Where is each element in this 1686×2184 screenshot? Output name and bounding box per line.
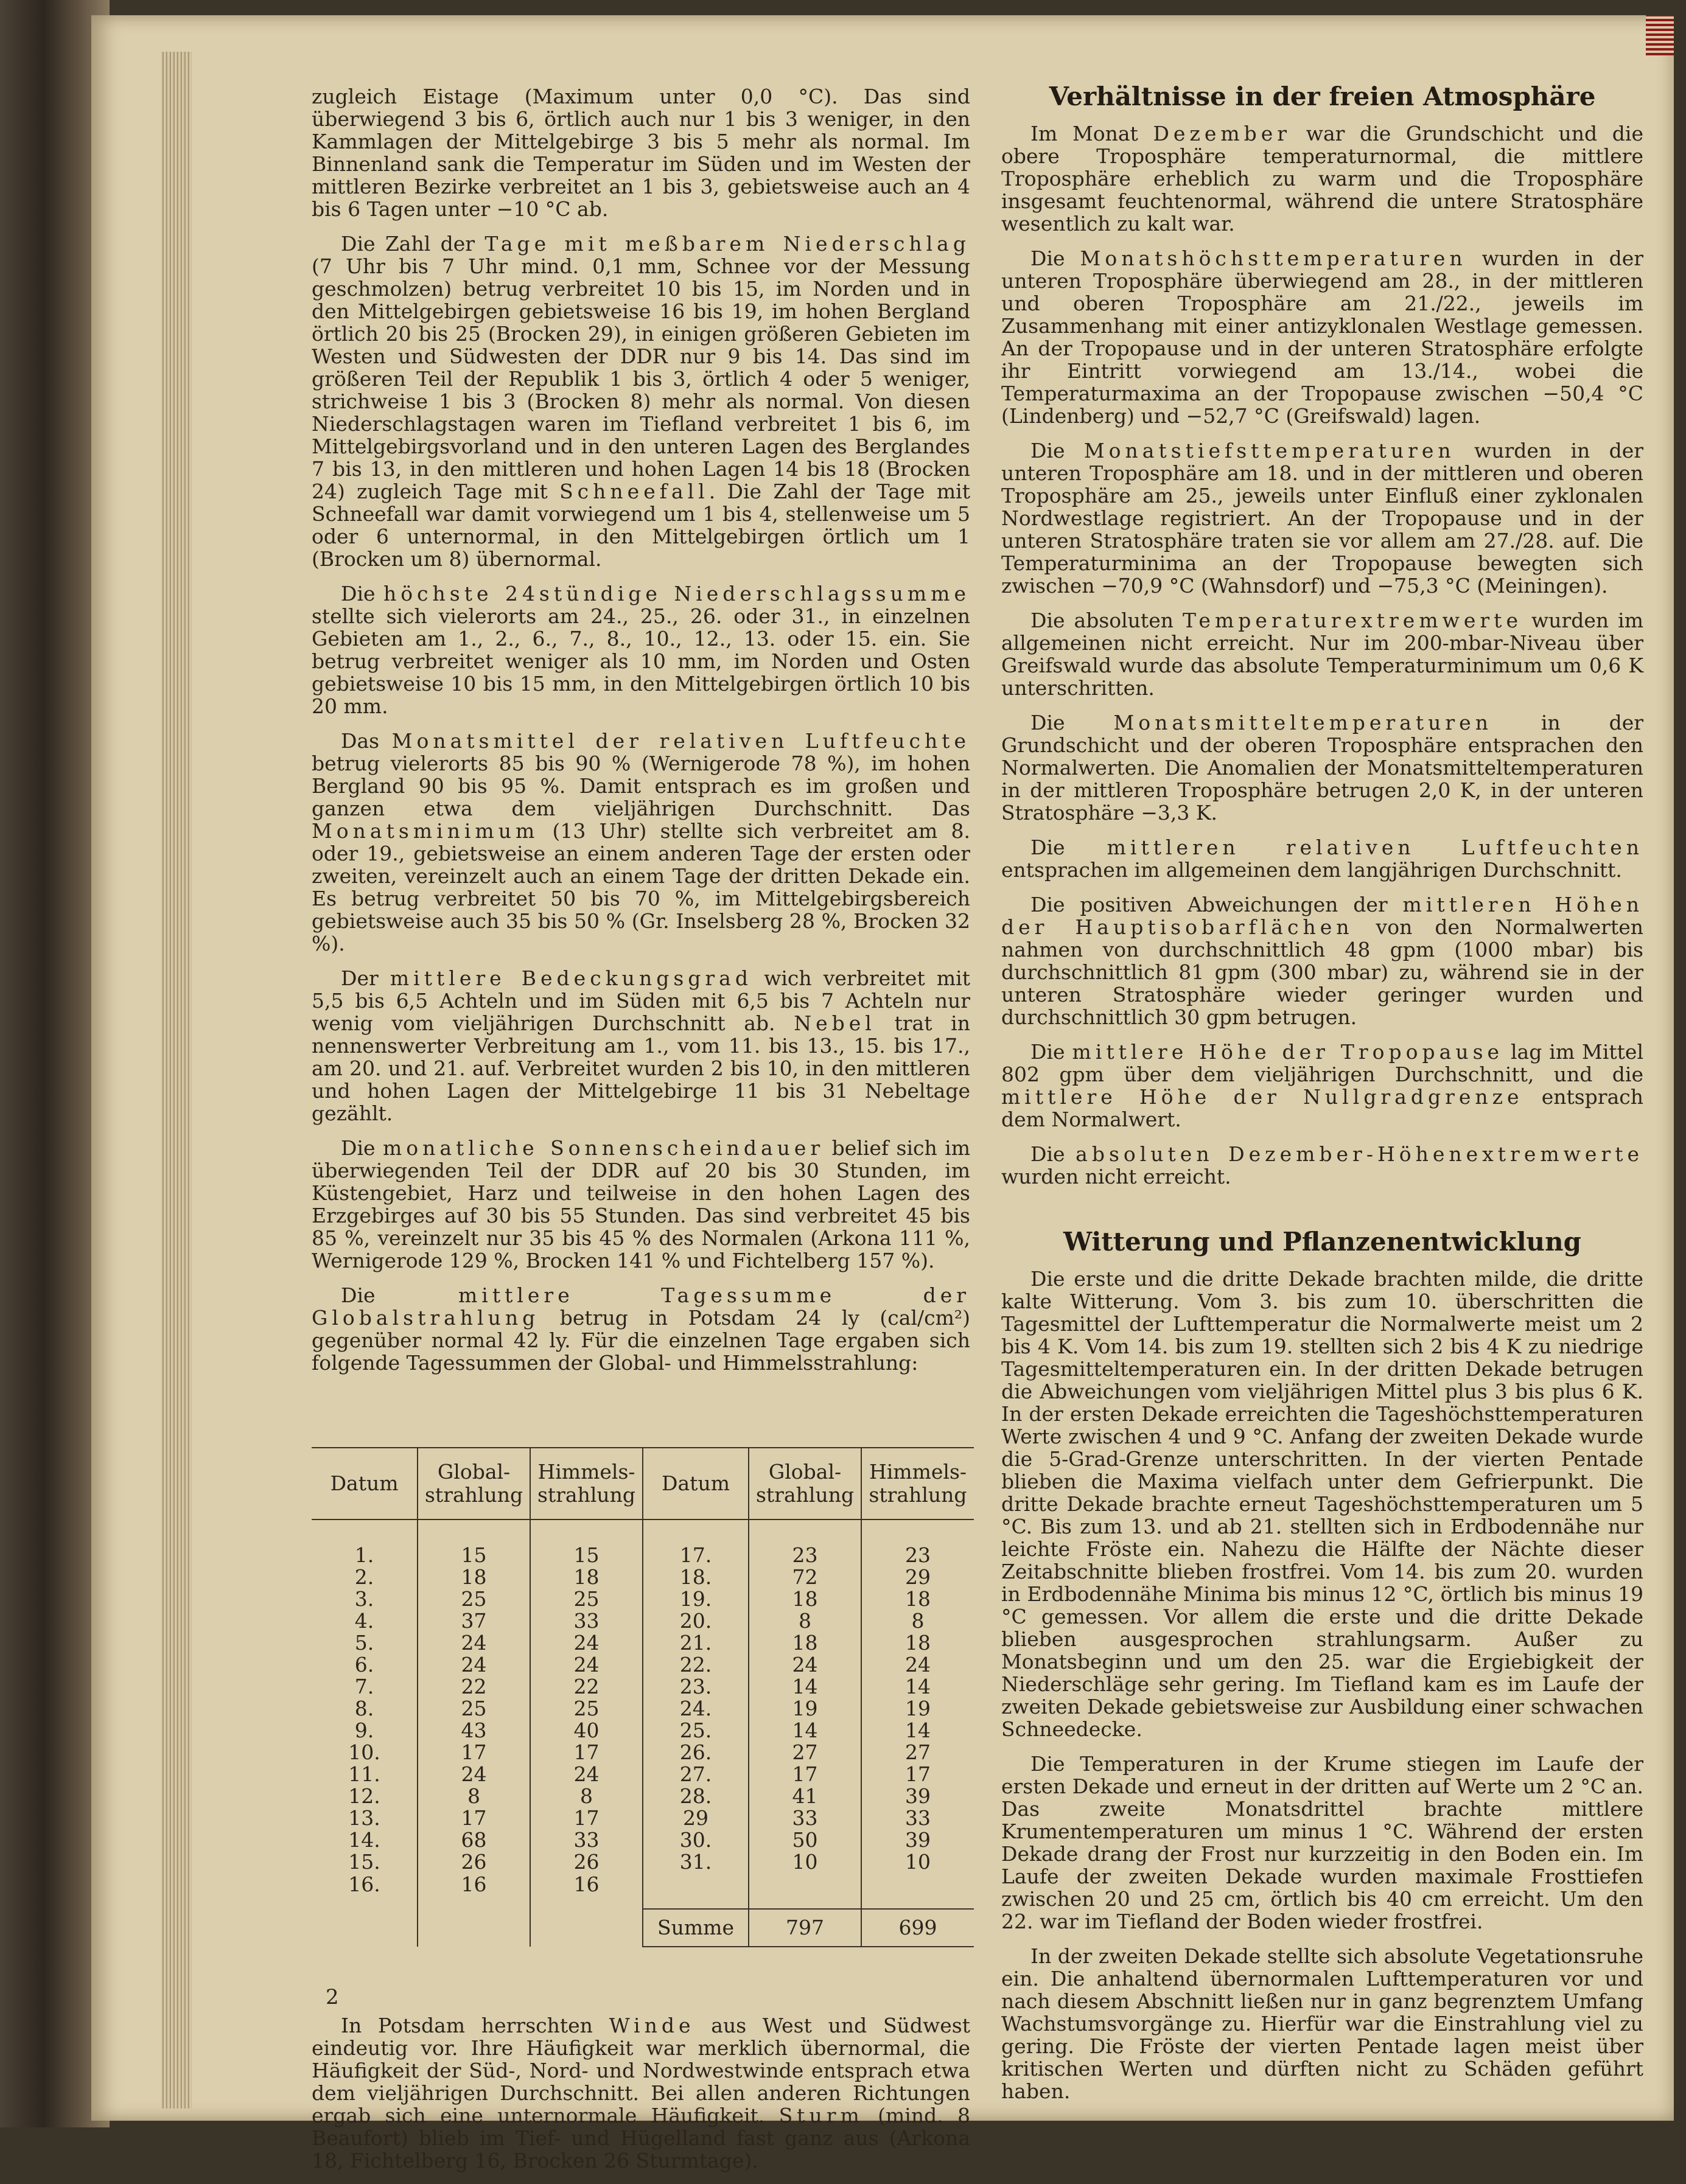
value-cell: 50 (749, 1829, 861, 1851)
value-cell: 17 (530, 1807, 643, 1829)
value-cell: 24 (861, 1654, 974, 1676)
date-cell: 16. (348, 1872, 380, 1896)
text: entsprachen im allgemeinen dem langjährigen Durchschnitt. (1001, 858, 1622, 882)
spaced-term: mittlere Höhe der Nullgradgrenze (1001, 1085, 1523, 1109)
header-global: Global- strahlung (749, 1448, 861, 1519)
table-row (312, 1785, 974, 1807)
empty-cell (418, 1909, 530, 1947)
text: (13 Uhr) stellte sich verbreitet am 8. oder 19., gebietsweise an einem anderen Tage der ersten oder zweiten, vereinzelt auch an einem Tage der dritten Dekade ein. Es betrug verbreitet 50 bis 70 %, im Mittelgebirgsbereich gebietsweise auch 35 bis 50 % (Gr. Inselsberg 28 %, Brocken 32 %). (312, 819, 970, 955)
date-cell: 10. (348, 1740, 380, 1764)
table-row (312, 1807, 974, 1829)
value-cell: 18 (530, 1566, 643, 1588)
text: Die positiven Abweichungen der (1030, 893, 1403, 916)
radiation-table (312, 1447, 974, 1947)
value-cell (861, 1873, 974, 1909)
table-row (312, 1519, 974, 1566)
text: in der Grundschicht und der oberen Troposphäre entsprachen den Normalwerten. Die Anomalien der Monatsmitteltemperaturen in der mittleren Troposphäre betrugen 2,0 K, in der unteren Stratosphäre −3,3 K. (1001, 711, 1644, 825)
spaced-term: mittleren Höhen der Hauptisobarflächen (1001, 893, 1643, 939)
value-cell: 33 (530, 1610, 643, 1632)
text: Die Zahl der (341, 232, 485, 256)
date-cell: 18. (643, 1566, 749, 1588)
table-body (312, 1519, 974, 1909)
paragraph-hauptisobarflaechen (1001, 893, 1643, 1028)
value-cell: 25 (530, 1588, 643, 1610)
value-cell: 19 (861, 1698, 974, 1720)
spaced-term: mittlere Höhe der Tropopause (1072, 1040, 1504, 1064)
date-cell: 11. (348, 1762, 380, 1786)
table-row (312, 1654, 974, 1676)
text: Die (341, 582, 383, 605)
value-cell: 39 (861, 1785, 974, 1807)
text: (mind. 8 Beaufort) blieb im Tief- und Hügelland fast ganz aus (Arkona 18, Fichtelberg 16, Brocken 26 Sturmtage). (312, 2104, 970, 2172)
paragraph-niederschlagssumme (312, 582, 970, 717)
text: Die (341, 1283, 458, 1307)
value-cell: 18 (418, 1566, 530, 1588)
spaced-term: Tage mit meßbarem Niederschlag (484, 232, 970, 256)
value-cell: 24 (418, 1632, 530, 1654)
value-cell: 68 (418, 1829, 530, 1851)
sum-global: 797 (749, 1909, 861, 1947)
date-cell: 2. (354, 1565, 374, 1589)
value-cell: 18 (861, 1588, 974, 1610)
spaced-term: Nebel (794, 1011, 876, 1035)
value-cell: 16 (418, 1873, 530, 1909)
paragraph-bedeckungsgrad (312, 967, 970, 1125)
spaced-term: monatliche Sonnenscheindauer (382, 1136, 825, 1160)
value-cell: 17 (749, 1764, 861, 1785)
header-datum: Datum (312, 1448, 418, 1519)
date-cell: 28. (643, 1785, 749, 1807)
value-cell: 16 (530, 1873, 643, 1909)
spaced-term: Sturm (778, 2104, 864, 2127)
value-cell: 14 (749, 1720, 861, 1742)
spaced-term: Dezember (1153, 122, 1292, 145)
empty-cell (530, 1909, 643, 1947)
text: Der (341, 966, 390, 990)
value-cell: 14 (861, 1676, 974, 1698)
date-cell: 25. (643, 1720, 749, 1742)
date-cell: 9. (354, 1718, 374, 1742)
paragraph-hoehenextremwerte (1001, 1143, 1643, 1188)
bookmark-ribbon (1646, 15, 1674, 55)
date-cell: 5. (354, 1631, 374, 1655)
table-row (312, 1851, 974, 1873)
value-cell: 17 (418, 1742, 530, 1764)
paragraph-sonnenschein (312, 1137, 970, 1272)
value-cell: 24 (749, 1654, 861, 1676)
date-cell: 23. (643, 1676, 749, 1698)
text: betrug in Potsdam 24 ly (cal/cm²) gegenüber normal 42 ly. Für die einzelnen Tage ergaben sich folgende Tagessummen der Global- und Himmelsstrahlung: (312, 1306, 970, 1375)
sum-himmel: 699 (861, 1909, 974, 1947)
spaced-term: Monatsmittel der relativen Luftfeuchte (391, 729, 970, 753)
text: betrug vielerorts 85 bis 90 % (Wernigerode 78 %), im hohen Bergland 90 bis 95 %. Damit entsprach es im großen und ganzen etwa dem vieljährigen Durchschnitt. Das (312, 752, 970, 820)
spaced-term: Schneefall (559, 480, 709, 503)
spaced-term: Monatshöchsttemperaturen (1080, 246, 1467, 270)
table-row (312, 1566, 974, 1588)
date-cell: 30. (643, 1829, 749, 1851)
table-row (312, 1676, 974, 1698)
page-stack-edge (161, 52, 192, 2109)
spaced-term: Monatsmitteltemperaturen (1113, 711, 1492, 734)
text: Die absoluten (1030, 609, 1183, 632)
paragraph-luftfeuchte (312, 730, 970, 955)
text: . Die Zahl der Tage mit Schneefall war damit vorwiegend um 1 bis 4, stellenweise um 5 oder 6 unternormal, in den Mittelgebirgen örtlich um 1 (Brocken um 8) übernormal. (312, 480, 970, 571)
page-number: 2 (326, 1985, 339, 2009)
heading-atmosphaere: Verhältnisse in der freien Atmosphäre (1049, 82, 1596, 111)
value-cell: 24 (530, 1654, 643, 1676)
spaced-term: mittlere Bedeckungsgrad (390, 966, 752, 990)
value-cell: 33 (861, 1807, 974, 1829)
date-cell: 26. (643, 1742, 749, 1764)
value-cell: 17 (530, 1742, 643, 1764)
sum-row (312, 1909, 974, 1947)
value-cell: 33 (749, 1807, 861, 1829)
header-datum: Datum (643, 1448, 749, 1519)
value-cell: 40 (530, 1720, 643, 1742)
value-cell: 22 (530, 1676, 643, 1698)
text: trat in nennenswerter Verbreitung am 1., vom 11. bis 13., 15. bis 17., am 20. und 21. auf. Verbreitet wurden 2 bis 10, in den mittleren und hohen Lagen der Mittelgebirge 11 bis 31 Nebeltage gezählt. (312, 1011, 970, 1125)
date-cell: 8. (354, 1697, 374, 1720)
table-row (312, 1698, 974, 1720)
paragraph-eistage: zugleich Eistage (Maximum unter 0,0 °C). Das sind überwiegend 3 bis 6, örtlich auch nur 1 bis 3 weniger, in den Kammlagen der Mittelgebirge 3 bis 5 mehr als normal. Im Binnenland sank die Temperatur im Süden und im Westen der mittleren Bezirke verbreitet an 1 bis 3, gebietsweise auch an 4 bis 6 Tagen unter −10 °C ab. (312, 85, 970, 221)
spaced-term: Winde (609, 2014, 695, 2037)
text: wurden in der unteren Troposphäre überwiegend am 28., in der mittleren und oberen Troposphäre am 21./22., jeweils im Zusammenhang mit einer antizyklonalen Westlage gemessen. An der Tropopause und in der unteren Stratosphäre erfolgte ihr Eintritt vorwiegend am 13./14., wobei die Temperaturmaxima an der Tropopause zwischen −50,4 °C (Lindenberg) und −52,7 °C (Greifswald) lagen. (1001, 246, 1644, 428)
date-cell: 29 (643, 1807, 749, 1829)
date-cell: 19. (643, 1588, 749, 1610)
text: belief sich im überwiegenden Teil der DDR auf 20 bis 30 Stunden, im Küstengebiet, Harz und teilweise in den hohen Lagen des Erzgebirges auf 30 bis 55 Stunden. Das sind verbreitet 45 bis 85 %, vereinzelt nur 35 bis 45 % des Normalen (Arkona 111 %, Wernigerode 129 %, Brocken 141 % und Fichtelberg 157 %). (312, 1136, 971, 1272)
value-cell: 18 (749, 1588, 861, 1610)
table-row (312, 1588, 974, 1610)
spaced-term: mittleren relativen Luftfeuchten (1107, 836, 1643, 859)
table-row (312, 1873, 974, 1909)
paragraph-luftfeuchten (1001, 836, 1643, 881)
table-header-row (312, 1448, 974, 1519)
value-cell: 37 (418, 1610, 530, 1632)
date-cell: 13. (348, 1806, 380, 1830)
date-cell: 7. (354, 1675, 374, 1698)
table-row (312, 1764, 974, 1785)
value-cell: 23 (749, 1519, 861, 1566)
value-cell: 8 (861, 1610, 974, 1632)
value-cell: 14 (749, 1676, 861, 1698)
spaced-term: Monatstiefsttemperaturen (1083, 439, 1455, 462)
date-cell: 21. (643, 1632, 749, 1654)
paragraph-tropopause (1001, 1041, 1643, 1131)
header-himmel: Himmels- strahlung (530, 1448, 643, 1519)
value-cell: 29 (861, 1566, 974, 1588)
text: (7 Uhr bis 7 Uhr mind. 0,1 mm, Schnee vor der Messung geschmolzen) betrug verbreitet 10 bis 15, im Norden und in den Mittelgebirgen gebietsweise 16 bis 19, im hohen Bergland örtlich 20 bis 25 (Brocken 29), in einigen größeren Gebieten im Westen und Südwesten der DDR nur 9 bis 14. Das sind im größeren Teil der Republik 1 bis 3, örtlich 4 oder 5 weniger, strichweise 1 bis 3 (Brocken 8) mehr als normal. Von diesen Niederschlagstagen waren im Tiefland verbreitet 1 bis 6, im Mittelgebirgsvorland und in den unteren Lagen des Berglandes 7 bis 13, in den mittleren und hohen Lagen 14 bis 18 (Brocken 24) zugleich Tage mit (312, 254, 970, 503)
value-cell: 24 (418, 1654, 530, 1676)
spaced-term: Monatsminimum (312, 819, 539, 843)
value-cell: 19 (749, 1698, 861, 1720)
spaced-term: höchste 24stündige Niederschlagssumme (383, 582, 970, 605)
date-cell: 27. (643, 1764, 749, 1785)
value-cell: 8 (418, 1785, 530, 1807)
value-cell: 8 (530, 1785, 643, 1807)
date-cell: 4. (354, 1609, 374, 1633)
paragraph-hoechsttemperaturen (1001, 247, 1643, 427)
value-cell: 15 (530, 1519, 643, 1566)
value-cell: 26 (418, 1851, 530, 1873)
paragraph-winde (312, 2014, 970, 2172)
value-cell: 24 (530, 1764, 643, 1785)
date-cell: 15. (348, 1850, 380, 1874)
value-cell: 25 (418, 1588, 530, 1610)
value-cell: 18 (749, 1632, 861, 1654)
value-cell: 33 (530, 1829, 643, 1851)
paragraph-vegetationsruhe: In der zweiten Dekade stellte sich absolute Vegetationsruhe ein. Die anhaltend übernormalen Lufttemperaturen vor und nach diesem Abschnitt ließen nur in ganz begrenztem Umfang Wachstumsvorgänge zu. Hierfür war die Einstrahlung viel zu gering. Die Fröste der vierten Pentade lagen meist über kritischen Werten und dürften nicht zu Schäden geführt haben. (1001, 1944, 1643, 2103)
value-cell: 41 (749, 1785, 861, 1807)
empty-cell (312, 1909, 418, 1947)
text: wurden im allgemeinen nicht erreicht. Nur im 200-mbar-Niveau über Greifswald wurde das absolute Temperaturminimum um 0,6 K unterschritten. (1001, 609, 1643, 700)
spaced-term: Temperaturextremwerte (1182, 609, 1522, 632)
paragraph-krume: Die Temperaturen in der Krume stiegen im Laufe der ersten Dekade und erneut in der dritten auf Werte um 2 °C an. Das zweite Monatsdrittel brachte mittlere Krumentemperaturen um minus 1 °C. Während der ersten Dekade drang der Frost nur kurzzeitig in den Boden ein. Im Laufe der zweiten Dekade wurden maximale Frosttiefen zwischen 20 und 25 cm, örtlich bis 40 cm erreicht. Um den 22. war im Tiefland der Boden wieder frostfrei. (1001, 1752, 1643, 1933)
spaced-term: mittlere Tagessumme der Globalstrahlung (312, 1283, 971, 1330)
paragraph-witterung: Die erste und die dritte Dekade brachten milde, die dritte kalte Witterung. Vom 3. bis zum 10. überschritten die Tagesmittel der Lufttemperatur die Normalwerte meist um 2 bis 4 K. Vom 14. bis zum 19. stellten sich 2 bis 4 K zu niedrige Tagesmitteltemperaturen ein. In der dritten Dekade betrugen die Abweichungen vom vieljährigen Mittel plus 3 bis plus 6 K. In der ersten Dekade erreichten die Tageshöchsttemperaturen Werte zwischen 4 und 9 °C. Anfang der zweiten Dekade wurde die 5-Grad-Grenze unterschritten. In der vierten Pentade blieben die Maxima vielfach unter dem Gefrierpunkt. Die dritte Dekade brachte erneut Tageshöchsttemperaturen um 5 °C. Bis zum 13. und ab 21. stellten sich in Erdbodennähe nur leichte Fröste ein. Nahezu die Hälfte der Nächte dieser Zeitabschnitte blieben frostfrei. Vom 14. bis zum 20. wurden in Erdbodennähe Minima bis minus 12 °C, örtlich bis minus 19 °C gemessen. Vor allem die erste und die dritte Dekade blieben ausgesprochen strahlungsarm. Außer zu Monatsbeginn und um den 25. war die Ergiebigkeit der Niederschläge sehr gering. Im Tiefland kam es im Laufe der zweiten Dekade gebietsweise zur Ausbildung einer schwachen Schneedecke. (1001, 1267, 1643, 1741)
text: Die (1030, 1142, 1076, 1166)
value-cell: 26 (530, 1851, 643, 1873)
value-cell: 10 (861, 1851, 974, 1873)
paragraph-mitteltemperaturen (1001, 711, 1643, 824)
date-cell (643, 1873, 749, 1909)
value-cell: 17 (861, 1764, 974, 1785)
text: wich verbreitet mit 5,5 bis 6,5 Achteln und im Süden mit 6,5 bis 7 Achteln nur wenig vom vieljährigen Durchschnitt ab. (312, 966, 970, 1035)
date-cell: 12. (348, 1784, 380, 1808)
value-cell: 15 (418, 1519, 530, 1566)
text: In Potsdam herrschten (341, 2014, 609, 2037)
value-cell: 72 (749, 1566, 861, 1588)
value-cell (749, 1873, 861, 1909)
text: Die (341, 1136, 383, 1160)
date-cell: 31. (643, 1851, 749, 1873)
header-global: Global- strahlung (418, 1448, 530, 1519)
value-cell: 18 (861, 1632, 974, 1654)
date-cell: 6. (354, 1653, 374, 1676)
right-column (1001, 82, 1644, 2115)
date-cell: 14. (348, 1828, 380, 1852)
value-cell: 39 (861, 1829, 974, 1851)
value-cell: 17 (418, 1807, 530, 1829)
spaced-term: absoluten Dezember-Höhenextremwerte (1076, 1142, 1643, 1166)
date-cell: 1. (354, 1543, 374, 1567)
text: Die (1030, 1040, 1072, 1064)
text: Das (341, 729, 392, 753)
table-row (312, 1742, 974, 1764)
text: Die (1030, 711, 1114, 734)
paragraph-globalstrahlung (312, 1284, 970, 1374)
date-cell: 22. (643, 1654, 749, 1676)
table-row (312, 1632, 974, 1654)
header-himmel: Himmels- strahlung (861, 1448, 974, 1519)
text: aus West und Südwest eindeutig vor. Ihre Häufigkeit war merklich übernormal, die Häufigkeit der Süd-, Nord- und Nordwestwinde entsprach etwa dem vieljährigen Durchschnitt. Bei allen anderen Richtungen ergab sich eine unternormale Häufigkeit. (312, 2014, 970, 2127)
value-cell: 14 (861, 1720, 974, 1742)
table-row (312, 1610, 974, 1632)
heading-pflanzenentwicklung: Witterung und Pflanzenentwicklung (1063, 1227, 1581, 1257)
value-cell: 23 (861, 1519, 974, 1566)
value-cell: 27 (749, 1742, 861, 1764)
date-cell: 3. (354, 1587, 374, 1611)
text: entsprach dem Normalwert. (1001, 1085, 1643, 1131)
text: lag im Mittel 802 gpm über dem vieljährigen Durchschnitt, und die (1001, 1040, 1644, 1086)
value-cell: 24 (418, 1764, 530, 1785)
date-cell: 24. (643, 1698, 749, 1720)
paragraph-extremwerte (1001, 609, 1643, 699)
table-row (312, 1720, 974, 1742)
paragraph-dezember (1001, 122, 1643, 235)
text: stellte sich vielerorts am 24., 25., 26. oder 31., in einzelnen Gebieten am 1., 2., 6., 7., 8., 10., 12., 13. oder 15. ein. Sie betrug verbreitet weniger als 10 mm, im Norden und Osten gebietsweise 10 bis 15 mm, in den Mittelgebirgen örtlich 10 bis 20 mm. (312, 604, 970, 718)
left-column (312, 85, 970, 2184)
paragraph-niederschlagstage (312, 232, 970, 570)
text: Die (1030, 439, 1084, 462)
text: Die (1030, 836, 1107, 859)
value-cell: 22 (418, 1676, 530, 1698)
text: wurden nicht erreicht. (1001, 1165, 1231, 1188)
table-row (312, 1829, 974, 1851)
date-cell: 17. (643, 1519, 749, 1566)
text: war die Grundschicht und die obere Troposphäre temperaturnormal, die mittlere Troposphäre erheblich zu warm und die Troposphäre insgesamt feuchtenormal, während die untere Stratosphäre wesentlich zu kalt war. (1001, 122, 1643, 235)
value-cell: 27 (861, 1742, 974, 1764)
value-cell: 24 (530, 1632, 643, 1654)
value-cell: 25 (418, 1698, 530, 1720)
value-cell: 43 (418, 1720, 530, 1742)
paragraph-tiefsttemperaturen (1001, 439, 1643, 597)
text: von den Normalwerten nahmen von durchschnittlich 48 gpm (1000 mbar) bis durchschnittlich 81 gpm (300 mbar) zu, während sie in der unteren Stratosphäre wieder geringer wurden und durchschnittlich 30 gpm betrugen. (1001, 915, 1643, 1029)
sum-label: Summe (643, 1909, 749, 1947)
text: Die (1030, 246, 1080, 270)
text: wurden in der unteren Troposphäre am 18. und in der mittleren und oberen Troposphäre am 25., jeweils unter Einfluß einer zyklonalen Nordwestlage registriert. An der Tropopause und in der unteren Stratosphäre traten sie vor allem am 27./28. auf. Die Temperaturminima an der Tropopause bewegten sich zwischen −70,9 °C (Wahnsdorf) und −75,3 °C (Meiningen). (1001, 439, 1644, 598)
date-cell: 20. (643, 1610, 749, 1632)
text: Im Monat (1030, 122, 1153, 145)
value-cell: 8 (749, 1610, 861, 1632)
value-cell: 10 (749, 1851, 861, 1873)
value-cell: 25 (530, 1698, 643, 1720)
